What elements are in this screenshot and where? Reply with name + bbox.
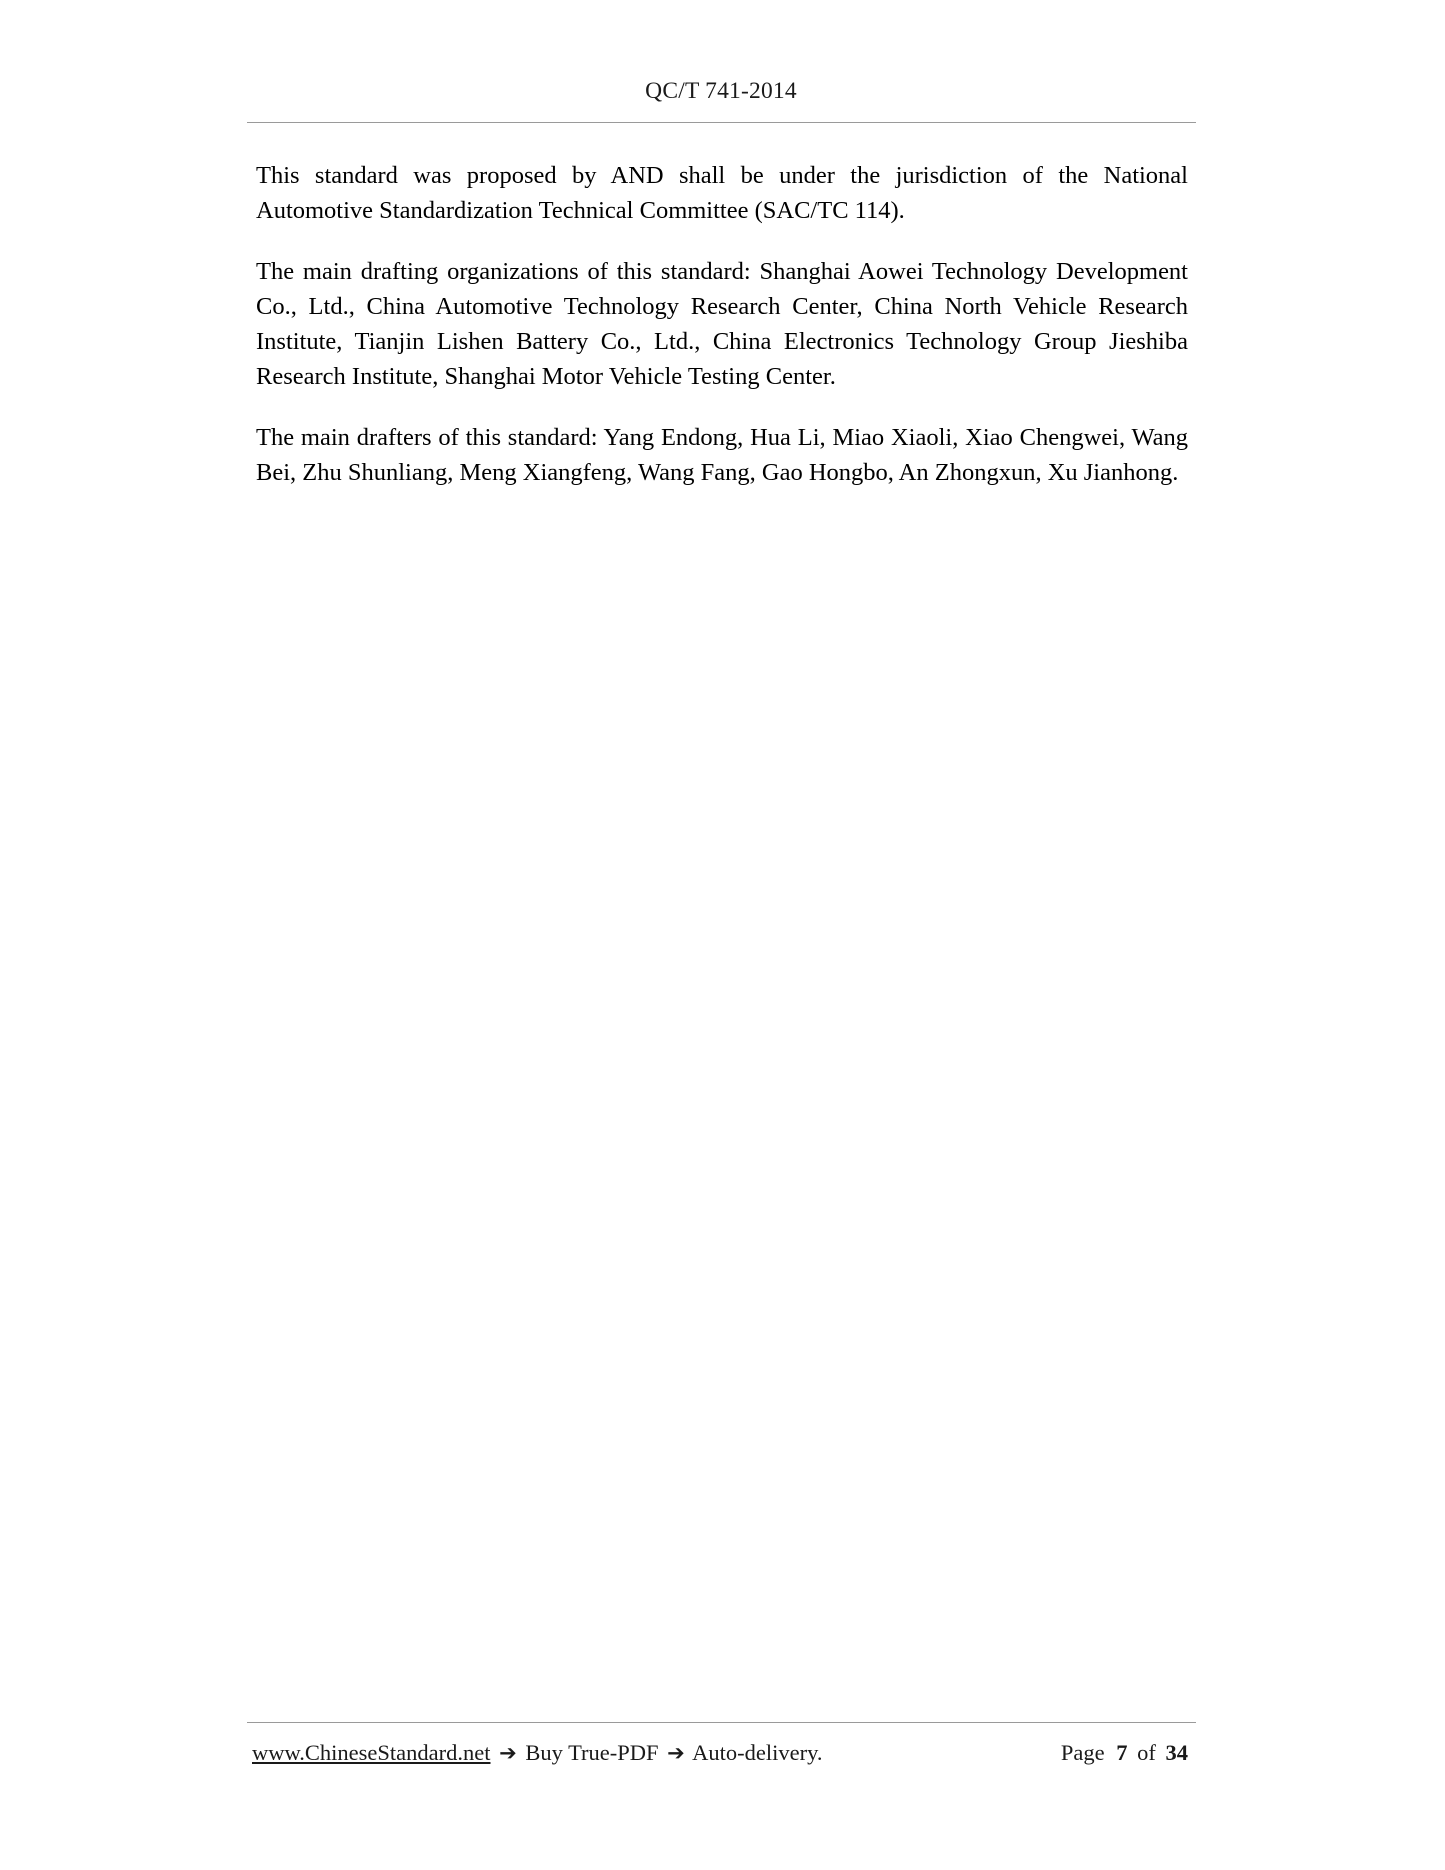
promo-auto-delivery: Auto-delivery. [692,1740,823,1765]
paragraph-drafters: The main drafters of this standard: Yang Endong, Hua Li, Miao Xiaoli, Xiao Chengwei, Wang Bei, Zhu Shunliang, Meng Xiangfeng, Wang Fang, Gao Hongbo, An Zhongxun, Xu Jianhong. [256,424,1188,486]
paragraph-jurisdiction: This standard was proposed by AND shall be under the jurisdiction of the National Automotive Standardization Technical Committee (SAC/TC 114). [256,162,1188,224]
page-body [256,158,1188,490]
paragraph-drafting-organizations: The main drafting organizations of this standard: Shanghai Aowei Technology Development Co., Ltd., China Automotive Technology Research Center, China North Vehicle Research Institute, Tianjin Lishen Battery Co., Ltd., China Electronics Technology Group Jieshiba Research Institute, Shanghai Motor Vehicle Testing Center. [256,258,1188,390]
header-divider [247,122,1196,123]
promo-buy-true-pdf: Buy True-PDF [525,1740,659,1765]
page-number: 7 [1116,1740,1128,1765]
page-indicator [1061,1740,1192,1766]
page-header [246,78,1196,105]
site-link[interactable]: www.ChineseStandard.net [252,1740,491,1765]
footer-divider [247,1722,1196,1723]
footer-promo [252,1740,823,1766]
page-label: Page [1060,1740,1105,1765]
page-footer [247,1740,1196,1780]
arrow-right-icon-2: ➔ [667,1741,685,1765]
total-pages: 34 [1165,1740,1188,1765]
arrow-right-icon: ➔ [499,1741,517,1765]
of-label: of [1137,1740,1156,1765]
standard-code: QC/T 741-2014 [645,78,797,104]
